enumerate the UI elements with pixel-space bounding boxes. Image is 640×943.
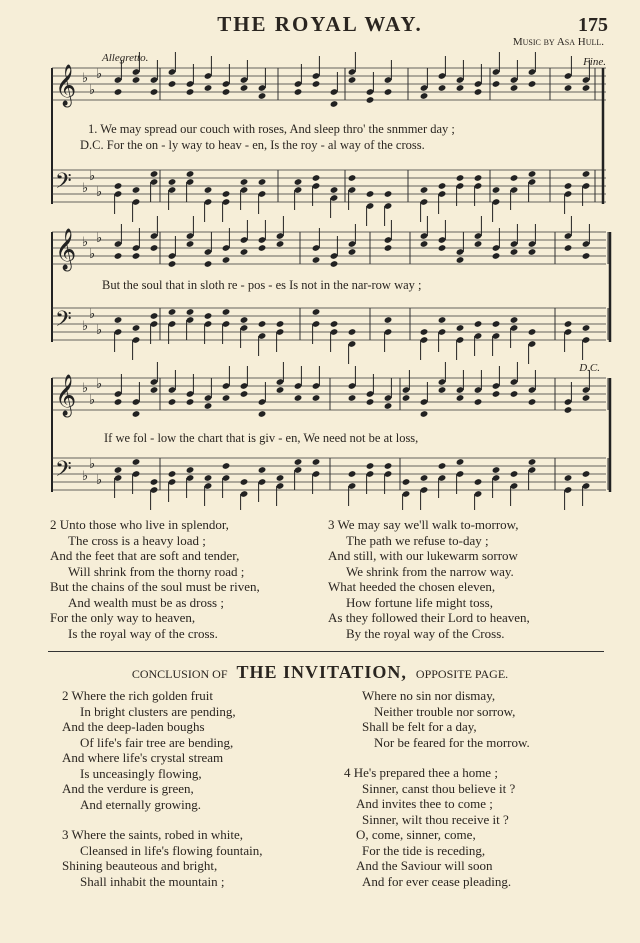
verse-line: Nor be feared for the morrow. <box>374 734 530 750</box>
verse-line: But the chains of the soul must be riven, <box>50 579 260 594</box>
conclusion-name: THE INVITATION, <box>236 662 407 682</box>
note-head <box>438 182 447 190</box>
verse-line: Shall inhabit the mountain ; <box>80 873 225 889</box>
bass-clef: 𝄢 <box>55 457 72 487</box>
note-head <box>186 308 195 316</box>
note-head <box>420 474 429 482</box>
note-head <box>366 96 375 104</box>
flat-sign: ♭ <box>82 181 89 196</box>
verse-line: How fortune life might toss, <box>346 594 493 610</box>
note-head <box>186 398 195 406</box>
verse-line: For the tide is receding, <box>362 842 486 858</box>
note-head <box>348 328 357 336</box>
note-head <box>528 398 537 406</box>
hymn-title: THE ROYAL WAY. <box>217 12 423 36</box>
note-head <box>438 244 447 252</box>
verse-line: 4 He's prepared thee a home ; <box>344 765 498 780</box>
flat-sign: ♭ <box>96 377 103 392</box>
note-head <box>564 182 573 190</box>
note-head <box>456 174 465 182</box>
note-head <box>312 80 321 88</box>
tempo-marking: Allegretto. <box>102 52 149 64</box>
note-head <box>348 470 357 478</box>
note-head <box>420 240 429 248</box>
note-head <box>348 174 357 182</box>
note-head <box>150 170 159 178</box>
note-head <box>474 478 483 486</box>
note-head <box>582 394 591 402</box>
lyric-line-3: If we fol - low the chart that is giv - en, We need not be at loss, <box>104 431 419 445</box>
verse-line: For the only way to heaven, <box>50 610 196 625</box>
verse-line: Neither trouble nor sorrow, <box>374 703 516 719</box>
conclusion-suffix: OPPOSITE PAGE. <box>415 667 509 681</box>
verse-gap <box>344 750 530 765</box>
note-head <box>168 80 177 88</box>
note-head <box>420 410 429 418</box>
verse-line: And invites thee to come ; <box>356 796 493 811</box>
note-head <box>384 462 393 470</box>
flat-sign: ♭ <box>89 169 96 184</box>
note-head <box>240 390 249 398</box>
bass-clef: 𝄢 <box>55 307 72 337</box>
note-head <box>582 170 591 178</box>
verse-line: Is unceasingly flowing, <box>80 765 202 781</box>
verse-line: And the deep-laden boughs <box>62 719 205 734</box>
flat-sign: ♭ <box>96 67 103 82</box>
verses-left <box>50 517 260 641</box>
verse-line: Sinner, canst thou believe it ? <box>362 780 516 796</box>
note-head <box>168 398 177 406</box>
note-head <box>330 186 339 194</box>
treble-clef: 𝄞 <box>55 229 77 270</box>
note-head <box>384 88 393 96</box>
note-head <box>294 394 303 402</box>
lyric-line-1-dc: D.C. For the on - ly way to heav - en, Is the roy - al way of the cross. <box>80 138 425 152</box>
note-head <box>258 92 267 100</box>
note-head <box>312 394 321 402</box>
note-head <box>276 474 285 482</box>
treble-clef: 𝄞 <box>55 65 77 106</box>
note-head <box>132 252 141 260</box>
note-head <box>240 248 249 256</box>
note-head <box>132 324 141 332</box>
note-head <box>330 260 339 268</box>
note-head <box>510 84 519 92</box>
verse-line: What heeded the chosen eleven, <box>328 579 496 594</box>
note-head <box>564 474 573 482</box>
note-head <box>204 260 213 268</box>
flat-sign: ♭ <box>89 393 96 408</box>
note-head <box>438 462 447 470</box>
note-head <box>258 410 267 418</box>
note-head <box>492 320 501 328</box>
flat-sign: ♭ <box>89 457 96 472</box>
note-head <box>150 312 159 320</box>
verse-line: 3 We may say we'll walk to-morrow, <box>328 517 519 532</box>
verse-line: Cleansed in life's flowing fountain, <box>80 842 263 858</box>
note-head <box>348 76 357 84</box>
verse-line: As they followed their Lord to heaven, <box>328 610 530 625</box>
note-head <box>258 320 267 328</box>
note-head <box>474 240 483 248</box>
note-head <box>402 478 411 486</box>
note-head <box>420 328 429 336</box>
note-head <box>528 458 537 466</box>
note-head <box>420 92 429 100</box>
note-head <box>348 248 357 256</box>
flat-sign: ♭ <box>89 83 96 98</box>
note-head <box>258 466 267 474</box>
verse-line: Shining beauteous and bright, <box>62 858 218 873</box>
note-head <box>168 470 177 478</box>
verse-line: And the feet that are soft and tender, <box>50 548 240 563</box>
verse-line: In bright clusters are pending, <box>80 703 236 719</box>
note-head <box>204 312 213 320</box>
note-head <box>366 462 375 470</box>
verse-gap <box>62 812 263 827</box>
verses-right <box>328 517 530 641</box>
verse-line: The path we refuse to-day ; <box>346 532 489 548</box>
flat-sign: ♭ <box>82 71 89 86</box>
composer-credit: Music by Asa Hull. <box>512 36 604 48</box>
verse-line: And the verdure is green, <box>62 781 194 796</box>
note-head <box>204 186 213 194</box>
note-head <box>474 398 483 406</box>
flat-sign: ♭ <box>96 473 103 488</box>
note-head <box>168 178 177 186</box>
note-head <box>186 466 195 474</box>
note-head <box>240 178 249 186</box>
flat-sign: ♭ <box>96 185 103 200</box>
lyric-line-2: But the soul that in sloth re - pos - es Is not in the nar-row way ; <box>102 278 422 292</box>
verse-line: O, come, sinner, come, <box>356 827 476 842</box>
note-head <box>384 244 393 252</box>
note-head <box>312 458 321 466</box>
note-head <box>222 308 231 316</box>
note-head <box>384 316 393 324</box>
note-head <box>492 390 501 398</box>
note-head <box>312 256 321 264</box>
note-head <box>492 80 501 88</box>
note-head <box>456 256 465 264</box>
note-head <box>294 88 303 96</box>
flat-sign: ♭ <box>82 235 89 250</box>
verse-line: And where life's crystal stream <box>62 750 224 765</box>
note-head <box>438 84 447 92</box>
note-head <box>582 470 591 478</box>
note-head <box>348 394 357 402</box>
fine-marking: Fine. <box>583 56 606 68</box>
flat-sign: ♭ <box>82 381 89 396</box>
bass-clef: 𝄢 <box>55 169 72 199</box>
note-head <box>582 84 591 92</box>
flat-sign: ♭ <box>89 307 96 322</box>
note-head <box>114 88 123 96</box>
note-head <box>366 398 375 406</box>
note-head <box>312 308 321 316</box>
verse-line: And wealth must be as dross ; <box>68 594 224 610</box>
note-head <box>258 178 267 186</box>
note-head <box>438 316 447 324</box>
note-head <box>222 462 231 470</box>
verse-line: Shall be felt for a day, <box>362 719 477 734</box>
verse-line: Will shrink from the thorny road ; <box>68 563 245 579</box>
note-head <box>150 478 159 486</box>
note-head <box>510 248 519 256</box>
note-head <box>132 186 141 194</box>
note-head <box>114 316 123 324</box>
note-head <box>528 170 537 178</box>
note-head <box>258 244 267 252</box>
note-head <box>492 466 501 474</box>
flat-sign: ♭ <box>82 469 89 484</box>
note-head <box>150 386 159 394</box>
verse-line: And for ever cease pleading. <box>362 873 512 889</box>
verse-line: 3 Where the saints, robed in white, <box>62 827 243 842</box>
note-head <box>474 174 483 182</box>
note-head <box>204 402 213 410</box>
verse-line: Where no sin nor dismay, <box>362 688 496 703</box>
treble-clef: 𝄞 <box>55 375 77 416</box>
note-head <box>510 316 519 324</box>
note-head <box>330 100 339 108</box>
note-head <box>276 386 285 394</box>
note-head <box>582 324 591 332</box>
note-head <box>114 466 123 474</box>
note-head <box>564 320 573 328</box>
note-head <box>456 84 465 92</box>
note-head <box>186 88 195 96</box>
verse-line: By the royal way of the Cross. <box>346 625 505 641</box>
note-head <box>132 76 141 84</box>
note-head <box>132 458 141 466</box>
note-head <box>366 190 375 198</box>
note-head <box>528 328 537 336</box>
note-head <box>456 324 465 332</box>
note-head <box>114 182 123 190</box>
page-number: 175 <box>578 14 608 36</box>
note-head <box>150 244 159 252</box>
note-head <box>312 174 321 182</box>
note-head <box>186 170 195 178</box>
conclusion-prefix: CONCLUSION OF <box>131 667 228 681</box>
note-head <box>294 178 303 186</box>
note-head <box>222 256 231 264</box>
verse-line: The cross is a heavy load ; <box>68 532 206 548</box>
note-head <box>240 84 249 92</box>
note-head <box>204 474 213 482</box>
note-head <box>492 186 501 194</box>
note-head <box>222 190 231 198</box>
note-head <box>294 458 303 466</box>
invitation-right <box>344 688 530 889</box>
note-head <box>528 248 537 256</box>
verse-line: And the Saviour will soon <box>356 858 493 873</box>
note-head <box>276 320 285 328</box>
conclusion-heading <box>0 662 640 683</box>
dc-marking: D.C. <box>579 362 600 374</box>
verse-line: Of life's fair tree are bending, <box>80 734 234 750</box>
note-head <box>420 186 429 194</box>
note-head <box>222 394 231 402</box>
verse-line: We shrink from the narrow way. <box>346 563 514 579</box>
note-head <box>402 394 411 402</box>
note-head <box>528 80 537 88</box>
note-head <box>276 240 285 248</box>
note-head <box>510 174 519 182</box>
note-head <box>510 390 519 398</box>
note-head <box>384 190 393 198</box>
note-head <box>168 260 177 268</box>
verse-line: And eternally growing. <box>80 796 201 812</box>
flat-sign: ♭ <box>96 231 103 246</box>
invitation-left <box>62 688 263 889</box>
note-head <box>384 402 393 410</box>
lyric-line-1: 1. We may spread our couch with roses, And sleep thro' the snmmer day ; <box>88 122 455 136</box>
note-head <box>492 252 501 260</box>
note-head <box>474 88 483 96</box>
note-head <box>474 320 483 328</box>
verse-line: 2 Where the rich golden fruit <box>62 688 214 703</box>
note-head <box>510 470 519 478</box>
note-head <box>456 458 465 466</box>
verse-line: Is the royal way of the cross. <box>68 625 218 641</box>
note-head <box>564 84 573 92</box>
note-head <box>564 406 573 414</box>
note-head <box>456 394 465 402</box>
flat-sign: ♭ <box>96 323 103 338</box>
note-head <box>240 478 249 486</box>
flat-sign: ♭ <box>89 247 96 262</box>
note-head <box>330 320 339 328</box>
note-head <box>150 88 159 96</box>
note-head <box>582 252 591 260</box>
note-head <box>186 240 195 248</box>
verse-line: 2 Unto those who live in splendor, <box>50 517 229 532</box>
note-head <box>168 308 177 316</box>
note-head <box>132 410 141 418</box>
flat-sign: ♭ <box>82 319 89 334</box>
note-head <box>114 252 123 260</box>
note-head <box>222 88 231 96</box>
note-head <box>564 244 573 252</box>
section-divider <box>48 651 604 652</box>
note-head <box>438 386 447 394</box>
note-head <box>114 398 123 406</box>
note-head <box>240 316 249 324</box>
verse-line: And still, with our lukewarm sorrow <box>328 548 518 563</box>
verse-line: Sinner, wilt thou receive it ? <box>362 811 509 827</box>
note-head <box>204 84 213 92</box>
